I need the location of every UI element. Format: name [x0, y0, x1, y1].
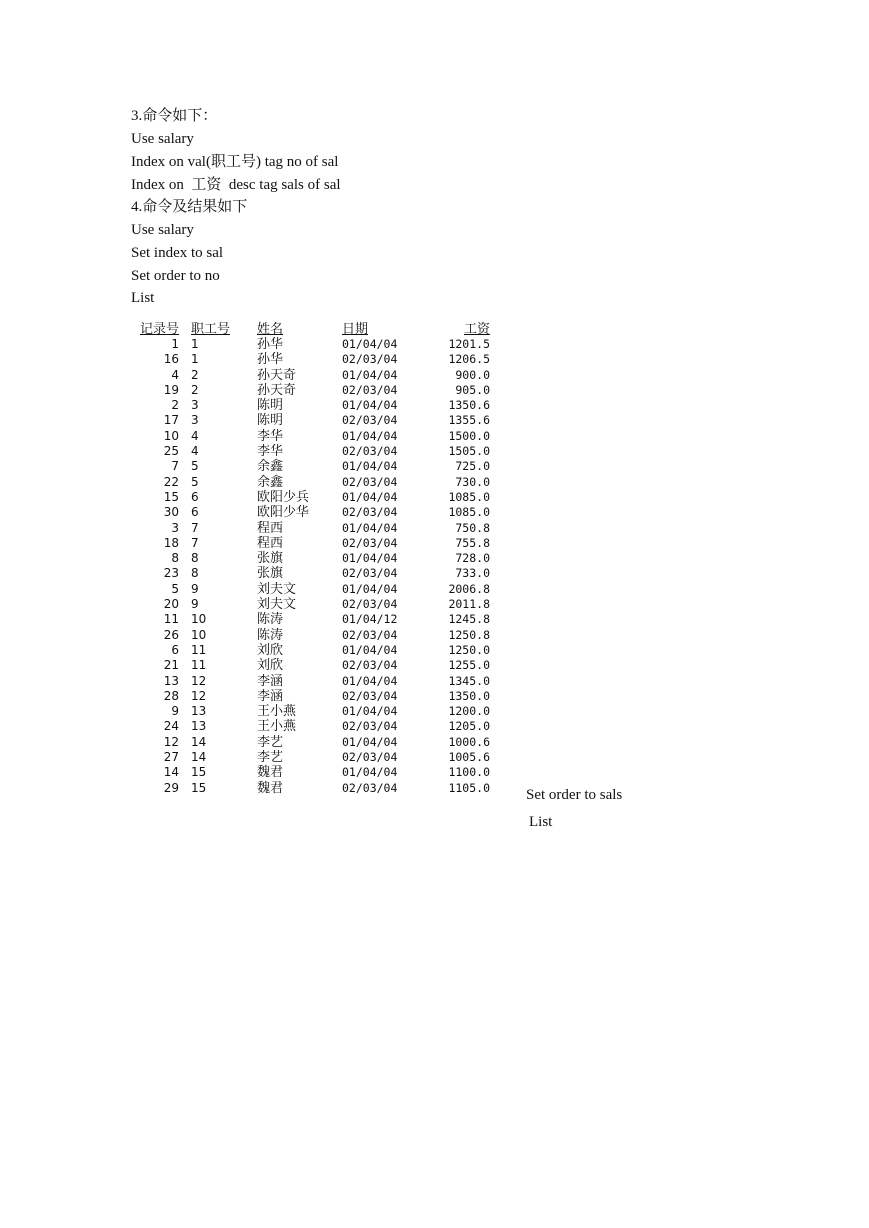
table-row	[132, 536, 490, 551]
header-date: 日期	[342, 322, 369, 337]
table-row	[132, 735, 490, 750]
cell-record-no: 15	[163, 489, 179, 504]
table-row	[132, 368, 490, 383]
cell-date: 01/04/04	[342, 459, 398, 474]
cell-employee-no: 3	[191, 413, 199, 428]
cell-salary: 1200.0	[448, 704, 490, 719]
doc-line-5: 4.命令及结果如下	[131, 199, 248, 215]
cell-date: 02/03/04	[342, 688, 398, 703]
table-body	[132, 337, 490, 796]
cell-record-no: 30	[163, 505, 179, 520]
cell-employee-no: 5	[191, 474, 199, 489]
table-row	[132, 490, 490, 505]
cell-employee-no: 12	[191, 673, 207, 688]
table-row	[132, 582, 490, 597]
cell-salary: 728.0	[455, 551, 490, 566]
cell-name: 李华	[257, 444, 284, 460]
cell-date: 01/04/04	[342, 765, 398, 780]
cell-salary: 1206.5	[448, 352, 490, 367]
cell-record-no: 6	[171, 642, 179, 657]
cell-date: 02/03/04	[342, 413, 398, 428]
cell-name: 刘欣	[257, 658, 284, 674]
table-row	[132, 597, 490, 612]
cell-name: 魏君	[257, 765, 284, 781]
cell-record-no: 29	[163, 780, 179, 795]
table-row	[132, 612, 490, 627]
table-row	[132, 689, 490, 704]
cell-record-no: 18	[163, 535, 179, 550]
cell-date: 01/04/04	[342, 489, 398, 504]
cell-salary: 725.0	[455, 459, 490, 474]
cell-salary: 1255.0	[448, 658, 490, 673]
header-salary: 工资	[463, 322, 490, 337]
cell-name: 张旗	[257, 551, 284, 567]
cell-employee-no: 8	[191, 551, 199, 566]
cell-employee-no: 10	[191, 612, 207, 627]
cell-date: 01/04/04	[342, 642, 398, 657]
cell-name: 余鑫	[257, 459, 284, 475]
cell-record-no: 9	[171, 704, 179, 719]
table-row	[132, 352, 490, 367]
cell-date: 01/04/04	[342, 551, 398, 566]
cell-employee-no: 11	[191, 658, 207, 673]
table-row	[132, 781, 490, 796]
cell-employee-no: 15	[191, 780, 207, 795]
doc-line-8: Set order to no	[131, 268, 220, 284]
cell-salary: 1505.0	[448, 444, 490, 459]
cell-date: 02/03/04	[342, 597, 398, 612]
cell-employee-no: 6	[191, 505, 199, 520]
cell-salary: 1201.5	[448, 337, 490, 351]
cell-date: 01/04/04	[342, 367, 398, 382]
doc-line-2: Use salary	[131, 131, 194, 147]
doc-line-9: List	[131, 290, 155, 306]
cell-record-no: 5	[171, 581, 179, 596]
cell-salary: 905.0	[455, 382, 490, 397]
cell-employee-no: 13	[191, 719, 207, 734]
cell-record-no: 17	[163, 413, 179, 428]
cell-date: 02/03/04	[342, 719, 398, 734]
cell-employee-no: 15	[191, 765, 207, 780]
cell-employee-no: 2	[191, 367, 199, 382]
record-table	[132, 318, 490, 796]
cell-name: 余鑫	[257, 474, 284, 490]
table-row	[132, 658, 490, 673]
cell-salary: 1250.8	[448, 627, 490, 642]
cell-employee-no: 4	[191, 444, 199, 459]
cell-date: 01/04/04	[342, 704, 398, 719]
cell-employee-no: 1	[191, 352, 199, 367]
cell-employee-no: 12	[191, 688, 207, 703]
cell-record-no: 11	[163, 612, 179, 627]
cell-date: 01/04/12	[342, 612, 398, 627]
cell-name: 程西	[257, 535, 284, 551]
cell-employee-no: 9	[191, 597, 199, 612]
cell-date: 02/03/04	[342, 750, 398, 765]
cell-salary: 1085.0	[448, 489, 490, 504]
cell-date: 02/03/04	[342, 505, 398, 520]
after-list-line: List	[529, 814, 553, 830]
cell-name: 孙华	[257, 352, 284, 368]
cell-salary: 1005.6	[448, 750, 490, 765]
cell-salary: 1100.0	[448, 765, 490, 780]
cell-name: 刘欣	[257, 642, 284, 658]
table-row	[132, 444, 490, 459]
cell-name: 陈涛	[257, 627, 284, 643]
cell-name: 陈涛	[257, 612, 284, 628]
cell-record-no: 7	[171, 459, 179, 474]
cell-employee-no: 3	[191, 398, 199, 413]
table-row	[132, 459, 490, 474]
table-header-row	[132, 318, 490, 337]
doc-line-7: Set index to sal	[131, 245, 224, 261]
cell-date: 02/03/04	[342, 535, 398, 550]
cell-name: 孙天奇	[257, 382, 297, 398]
cell-salary: 1085.0	[448, 505, 490, 520]
cell-name: 欧阳少华	[257, 505, 310, 521]
cell-record-no: 22	[163, 474, 179, 489]
cell-name: 刘夫文	[257, 581, 297, 597]
cell-record-no: 3	[171, 520, 179, 535]
cell-date: 02/03/04	[342, 352, 398, 367]
cell-salary: 1350.0	[448, 688, 490, 703]
table-row	[132, 674, 490, 689]
cell-date: 02/03/04	[342, 658, 398, 673]
cell-name: 陈明	[257, 398, 284, 414]
cell-employee-no: 8	[191, 566, 199, 581]
cell-record-no: 14	[163, 765, 179, 780]
cell-name: 孙天奇	[257, 367, 297, 383]
table-row	[132, 765, 490, 780]
header-name: 姓名	[257, 322, 284, 337]
cell-date: 02/03/04	[342, 566, 398, 581]
table-row	[132, 750, 490, 765]
cell-employee-no: 9	[191, 581, 199, 596]
cell-salary: 1000.6	[448, 734, 490, 749]
cell-record-no: 8	[171, 551, 179, 566]
cell-record-no: 2	[171, 398, 179, 413]
cell-date: 02/03/04	[342, 627, 398, 642]
cell-salary: 750.8	[455, 520, 490, 535]
table-row	[132, 383, 490, 398]
cell-date: 01/04/04	[342, 520, 398, 535]
cell-date: 02/03/04	[342, 474, 398, 489]
table-row	[132, 398, 490, 413]
table-row	[132, 429, 490, 444]
cell-salary: 1250.0	[448, 642, 490, 657]
doc-line-1: 3.命令如下：	[131, 108, 218, 124]
table-row	[132, 704, 490, 719]
cell-record-no: 1	[171, 337, 179, 351]
cell-record-no: 28	[163, 688, 179, 703]
cell-record-no: 27	[163, 750, 179, 765]
table-row	[132, 566, 490, 581]
cell-salary: 900.0	[455, 367, 490, 382]
cell-employee-no: 5	[191, 459, 199, 474]
cell-salary: 1245.8	[448, 612, 490, 627]
cell-employee-no: 11	[191, 642, 207, 657]
table-row	[132, 505, 490, 520]
cell-date: 01/04/04	[342, 337, 398, 351]
cell-record-no: 24	[163, 719, 179, 734]
cell-record-no: 25	[163, 444, 179, 459]
table-row	[132, 475, 490, 490]
cell-employee-no: 14	[191, 734, 207, 749]
cell-employee-no: 10	[191, 627, 207, 642]
cell-name: 李涵	[257, 688, 284, 704]
cell-name: 王小燕	[257, 704, 297, 720]
table-row	[132, 337, 490, 352]
table-row	[132, 643, 490, 658]
cell-salary: 2011.8	[448, 597, 490, 612]
cell-name: 陈明	[257, 413, 284, 429]
table-row	[132, 719, 490, 734]
cell-employee-no: 6	[191, 489, 199, 504]
cell-record-no: 12	[163, 734, 179, 749]
header-employee-no: 职工号	[191, 322, 231, 337]
cell-date: 02/03/04	[342, 780, 398, 795]
cell-record-no: 13	[163, 673, 179, 688]
cell-salary: 730.0	[455, 474, 490, 489]
doc-line-6: Use salary	[131, 222, 194, 238]
cell-record-no: 16	[163, 352, 179, 367]
cell-name: 张旗	[257, 566, 284, 582]
cell-date: 02/03/04	[342, 382, 398, 397]
cell-salary: 1355.6	[448, 413, 490, 428]
cell-employee-no: 14	[191, 750, 207, 765]
cell-name: 程西	[257, 520, 284, 536]
cell-record-no: 4	[171, 367, 179, 382]
cell-employee-no: 1	[191, 337, 199, 351]
cell-salary: 733.0	[455, 566, 490, 581]
cell-salary: 755.8	[455, 535, 490, 550]
cell-date: 01/04/04	[342, 428, 398, 443]
header-record-no: 记录号	[139, 322, 179, 337]
doc-line-4: Index on 工资 desc tag sals of sal	[131, 177, 341, 193]
cell-salary: 1345.0	[448, 673, 490, 688]
cell-name: 李艺	[257, 750, 284, 766]
cell-salary: 1500.0	[448, 428, 490, 443]
after-set-order-line: Set order to sals	[526, 787, 623, 803]
cell-employee-no: 2	[191, 382, 199, 397]
doc-line-3: Index on val(职工号) tag no of sal	[131, 154, 339, 170]
table-row	[132, 551, 490, 566]
cell-record-no: 19	[163, 382, 179, 397]
cell-name: 刘夫文	[257, 597, 297, 613]
cell-record-no: 20	[163, 597, 179, 612]
cell-salary: 1350.6	[448, 398, 490, 413]
cell-date: 02/03/04	[342, 444, 398, 459]
cell-name: 李华	[257, 428, 284, 444]
cell-name: 孙华	[257, 337, 284, 352]
table-row	[132, 521, 490, 536]
record-list	[132, 318, 492, 796]
cell-employee-no: 7	[191, 520, 199, 535]
table-row	[132, 413, 490, 428]
cell-name: 王小燕	[257, 719, 297, 735]
cell-salary: 1205.0	[448, 719, 490, 734]
cell-date: 01/04/04	[342, 581, 398, 596]
cell-record-no: 23	[163, 566, 179, 581]
cell-employee-no: 7	[191, 535, 199, 550]
cell-record-no: 10	[163, 428, 179, 443]
table-row	[132, 628, 490, 643]
cell-name: 李艺	[257, 734, 284, 750]
cell-employee-no: 13	[191, 704, 207, 719]
cell-date: 01/04/04	[342, 673, 398, 688]
cell-record-no: 21	[163, 658, 179, 673]
cell-name: 魏君	[257, 780, 284, 796]
cell-employee-no: 4	[191, 428, 199, 443]
cell-name: 李涵	[257, 673, 284, 689]
cell-name: 欧阳少兵	[257, 489, 310, 505]
cell-record-no: 26	[163, 627, 179, 642]
cell-salary: 2006.8	[448, 581, 490, 596]
cell-date: 01/04/04	[342, 734, 398, 749]
cell-salary: 1105.0	[448, 780, 490, 795]
cell-date: 01/04/04	[342, 398, 398, 413]
